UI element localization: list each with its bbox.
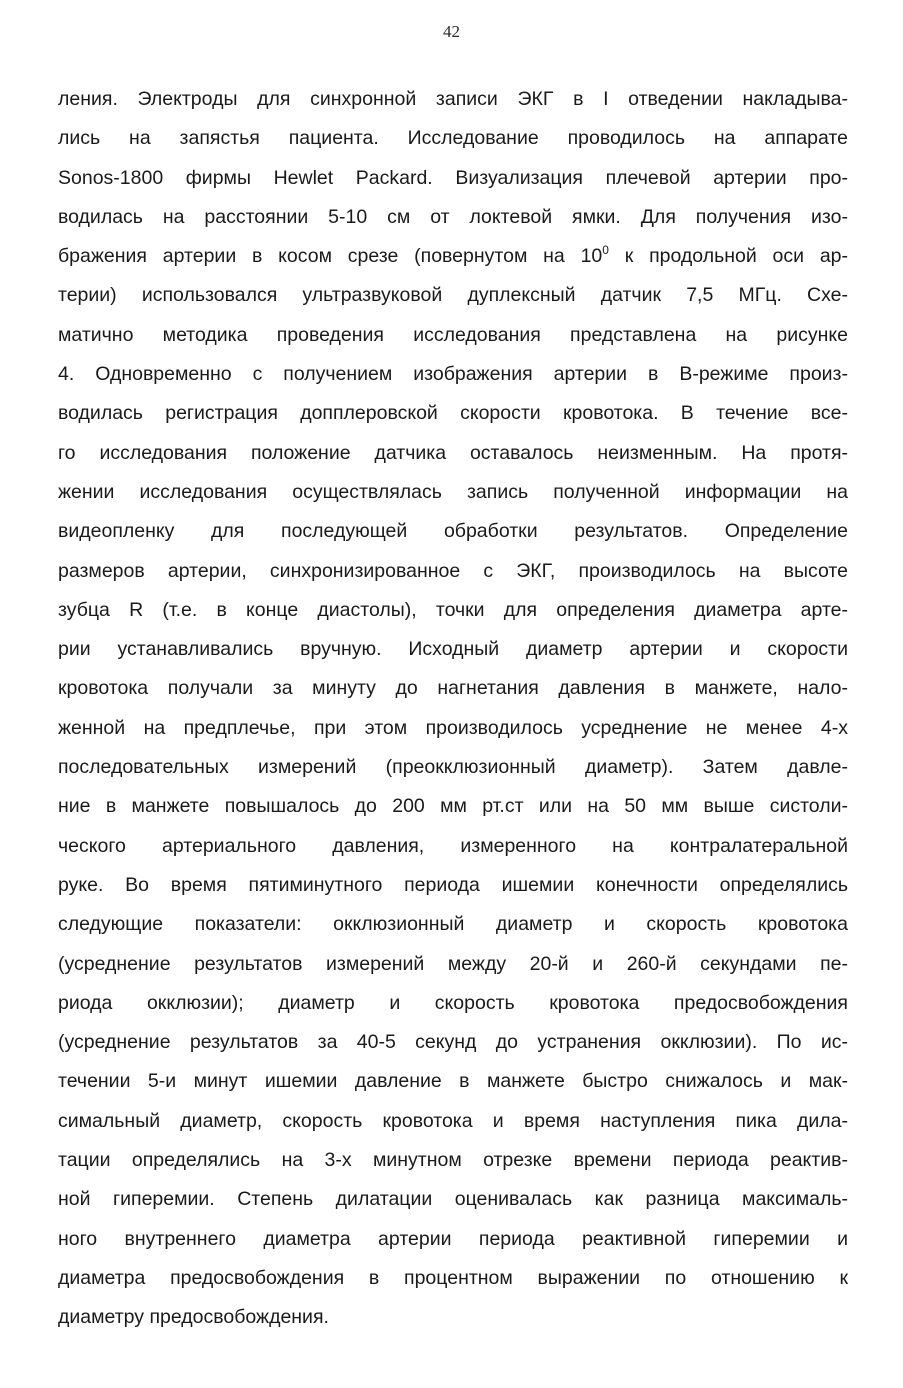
text-line: жении исследования осуществлялась запись полученной информации на xyxy=(58,480,848,503)
text-line: ческого артериального давления, измеренного на контралатеральной xyxy=(58,834,848,857)
text-line: водилась регистрация допплеровской скорости кровотока. В течение все- xyxy=(58,402,848,425)
text-line-last: диаметру предосвобождения. xyxy=(58,1306,329,1329)
text-line: ного внутреннего диаметра артерии периода реактивной гиперемии и xyxy=(58,1227,848,1250)
body-text xyxy=(58,80,848,1338)
text-fragment: бражения артерии в косом срезе (повернутом на 10 xyxy=(58,245,603,268)
text-line: ной гиперемии. Степень дилатации оценивалась как разница максималь- xyxy=(58,1188,848,1211)
text-line: руке. Во время пятиминутного периода ишемии конечности определялись xyxy=(58,873,848,896)
text-line: течении 5-и минут ишемии давление в манжете быстро снижалось и мак- xyxy=(58,1070,848,1093)
text-line: риода окклюзии); диаметр и скорость кровотока предосвобождения xyxy=(58,991,848,1014)
text-line: тации определялись на 3-х минутном отрезке времени периода реактив- xyxy=(58,1149,848,1172)
text-line: зубца R (т.е. в конце диастолы), точки для определения диаметра арте- xyxy=(58,598,848,621)
text-line: последовательных измерений (преокклюзионный диаметр). Затем давле- xyxy=(58,756,848,779)
text-line: размеров артерии, синхронизированное с ЭКГ, производилось на высоте xyxy=(58,559,848,582)
text-line: 4. Одновременно с получением изображения артерии в В-режиме произ- xyxy=(58,363,848,386)
text-line: ления. Электроды для синхронной записи ЭКГ в I отведении накладыва- xyxy=(58,88,848,110)
text-line: водилась на расстоянии 5-10 см от локтевой ямки. Для получения изо- xyxy=(58,205,848,228)
text-line: видеопленку для последующей обработки результатов. Определение xyxy=(58,520,848,543)
text-line: диаметра предосвобождения в процентном выражении по отношению к xyxy=(58,1266,848,1289)
text-line: симальный диаметр, скорость кровотока и время наступления пика дила- xyxy=(58,1109,848,1132)
text-line: (усреднение результатов за 40-5 секунд до устранения окклюзии). По ис- xyxy=(58,1031,848,1054)
text-line: (усреднение результатов измерений между 20-й и 260-й секундами пе- xyxy=(58,952,848,975)
text-line: ние в манжете повышалось до 200 мм рт.ст или на 50 мм выше систоли- xyxy=(58,795,848,818)
text-line: Sonos-1800 фирмы Hewlet Packard. Визуализация плечевой артерии про- xyxy=(58,166,848,189)
text-line: терии) использовался ультразвуковой дуплексный датчик 7,5 МГц. Схе- xyxy=(58,284,848,307)
text-line: матично методика проведения исследования представлена на рисунке xyxy=(58,323,848,346)
text-line: женной на предплечье, при этом производилось усреднение не менее 4-х xyxy=(58,716,848,739)
text-line: го исследования положение датчика оставалось неизменным. На протя- xyxy=(58,441,848,464)
text-fragment: к продольной оси ар- xyxy=(608,245,848,268)
degree-superscript: 0 xyxy=(602,243,609,258)
text-line: следующие показатели: окклюзионный диаметр и скорость кровотока xyxy=(58,913,848,936)
text-line: лись на запястья пациента. Исследование проводилось на аппарате xyxy=(58,127,848,150)
text-line: кровотока получали за минуту до нагнетания давления в манжете, нало- xyxy=(58,677,848,700)
text-line: рии устанавливались вручную. Исходный диаметр артерии и скорости xyxy=(58,638,848,661)
text-line xyxy=(58,237,848,276)
page-number: 42 xyxy=(443,22,460,41)
